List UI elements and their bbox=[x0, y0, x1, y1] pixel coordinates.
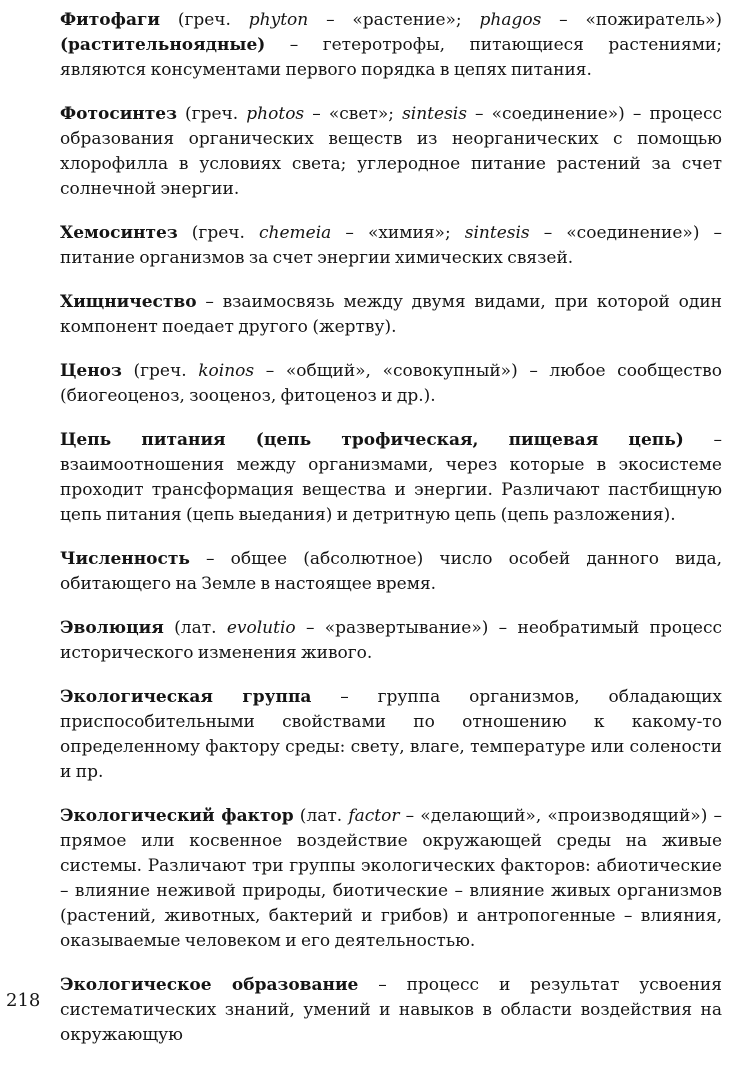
definition-text: – «соединение») – питание организмов за счет энергии химических связей. bbox=[60, 223, 723, 268]
etymology-word: sintesis bbox=[402, 104, 467, 124]
page-number: 218 bbox=[6, 990, 41, 1011]
glossary-term: Эволюция bbox=[60, 618, 164, 638]
glossary-page bbox=[60, 8, 722, 1067]
glossary-entry bbox=[60, 428, 722, 528]
glossary-entry bbox=[60, 102, 722, 202]
definition-text: – «растение»; bbox=[308, 10, 480, 30]
definition-text: (греч. bbox=[159, 10, 249, 30]
definition-text: (греч. bbox=[176, 104, 247, 124]
definition-text: – «делающий», «производящий») – прямое или косвенное воздействие окружающей среды на живые системы. Различают три группы экологических факторов: абиотические – влияние неживой природы, биотические – влияние живых организмов (растений, животных, бактерий и грибов) и антропогенные – влияния, оказываемые человеком и его деятельностью. bbox=[60, 806, 722, 951]
definition-text: – «химия»; bbox=[331, 223, 465, 243]
definition-text: – «свет»; bbox=[304, 104, 403, 124]
glossary-entry bbox=[60, 616, 722, 666]
definition-text: (греч. bbox=[121, 361, 199, 381]
glossary-term: Цепь питания (цепь трофическая, пищевая цепь) bbox=[60, 430, 684, 450]
definition-text: (лат. bbox=[163, 618, 227, 638]
glossary-term: Хемосинтез bbox=[60, 223, 178, 243]
glossary-entry bbox=[60, 685, 722, 785]
glossary-term: Хищничество bbox=[60, 292, 197, 312]
glossary-entry bbox=[60, 973, 722, 1048]
etymology-word: chemeia bbox=[259, 223, 332, 243]
definition-text: – общее (абсолютное) число особей данного вида, обитающего на Земле в настоящее время. bbox=[60, 549, 722, 594]
glossary-term: Экологическая группа bbox=[60, 687, 312, 707]
glossary-entry bbox=[60, 221, 722, 271]
etymology-word: phyton bbox=[248, 10, 309, 30]
definition-text: (лат. bbox=[293, 806, 349, 826]
definition-text: – процесс и результат усвоения систематических знаний, умений и навыков в области воздействия на окружающую bbox=[60, 975, 722, 1045]
glossary-term: Численность bbox=[60, 549, 190, 569]
definition-text: – «пожиратель») bbox=[541, 10, 722, 30]
glossary-entry bbox=[60, 804, 722, 954]
etymology-word: factor bbox=[348, 806, 400, 826]
etymology-word: phagos bbox=[479, 10, 542, 30]
definition-text: – «соединение») – процесс образования органических веществ из неорганических с помощью хлорофилла в условиях света; углеродное питание растений за счет солнечной энергии. bbox=[60, 104, 723, 199]
glossary-term: Экологический фактор bbox=[60, 806, 294, 826]
term-synonym: (растительноядные) bbox=[60, 35, 266, 55]
definition-text: – группа организмов, обладающих приспособительными свойствами по отношению к какому-то определенному фактору среды: свету, влаге, температуре или солености и пр. bbox=[60, 687, 722, 782]
glossary-term: Экологическое образование bbox=[60, 975, 359, 995]
glossary-entry bbox=[60, 8, 722, 83]
etymology-word: evolutio bbox=[226, 618, 296, 638]
definition-text: – взаимосвязь между двумя видами, при которой один компонент поедает другого (жертву). bbox=[60, 292, 722, 337]
definition-text: – гетеротрофы, питающиеся растениями; являются консументами первого порядка в цепях питания. bbox=[60, 35, 722, 80]
definition-text: (греч. bbox=[177, 223, 259, 243]
glossary-entry bbox=[60, 547, 722, 597]
definition-text: – «общий», «совокупный») – любое сообщество (биогеоценоз, зооценоз, фитоценоз и др.). bbox=[60, 361, 722, 406]
etymology-word: photos bbox=[246, 104, 305, 124]
etymology-word: sintesis bbox=[464, 223, 530, 243]
glossary-entry bbox=[60, 290, 722, 340]
definition-text: – «развертывание») – необратимый процесс исторического изменения живого. bbox=[60, 618, 722, 663]
glossary-entry bbox=[60, 359, 722, 409]
glossary-entries bbox=[60, 8, 722, 1048]
glossary-term: Ценоз bbox=[60, 361, 122, 381]
etymology-word: koinos bbox=[198, 361, 255, 381]
glossary-term: Фотосинтез bbox=[60, 104, 177, 124]
definition-text: – взаимоотношения между организмами, через которые в экосистеме проходит трансформация вещества и энергии. Различают пастбищную цепь питания (цепь выедания) и детритную цепь (цепь разложения). bbox=[60, 430, 723, 525]
glossary-term: Фитофаги bbox=[60, 10, 160, 30]
